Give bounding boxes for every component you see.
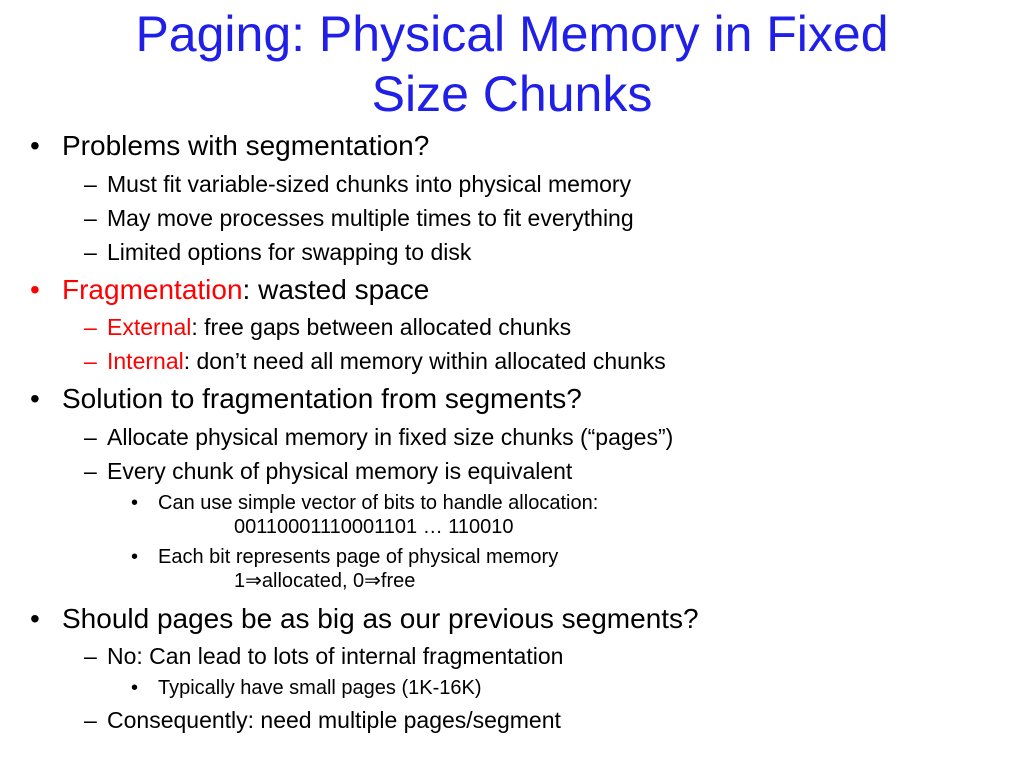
- sub-bullet-text: [107, 347, 666, 375]
- external-rest: : free gaps between allocated chunks: [191, 314, 572, 340]
- bullet-text: Solution to fragmentation from segments?: [62, 383, 582, 414]
- external-highlight: External: [107, 314, 192, 340]
- bullet-icon: •: [131, 677, 139, 699]
- bullet-icon: •: [131, 546, 139, 568]
- fragmentation-rest: : wasted space: [242, 274, 430, 305]
- bit-meaning: 1⇒allocated, 0⇒free: [234, 570, 416, 592]
- dash-icon: –: [84, 348, 97, 374]
- bullet-icon: •: [30, 383, 40, 414]
- sub-bullet-text: May move processes multiple times to fit everything: [107, 205, 634, 231]
- sub-bullet-text: Must fit variable-sized chunks into physical memory: [107, 171, 632, 197]
- fragmentation-highlight: Fragmentation: [62, 274, 243, 305]
- bit-vector-example: 00110001110001101 … 110010: [234, 516, 514, 538]
- bullet-icon: •: [30, 603, 40, 634]
- sub-bullet-text: No: Can lead to lots of internal fragmentation: [107, 643, 564, 669]
- sub-bullet-text: Allocate physical memory in fixed size chunks (“pages”): [107, 424, 674, 450]
- sub-sub-bullet-text: Can use simple vector of bits to handle allocation:: [158, 492, 599, 514]
- internal-rest: : don’t need all memory within allocated chunks: [183, 348, 666, 374]
- sub-sub-bullet-text: Typically have small pages (1K-16K): [158, 677, 482, 699]
- dash-icon: –: [84, 707, 97, 733]
- bullet-text: Should pages be as big as our previous segments?: [62, 603, 699, 634]
- sub-bullet-text: Every chunk of physical memory is equivalent: [107, 458, 573, 484]
- dash-icon: –: [84, 205, 97, 231]
- dash-icon: –: [84, 239, 97, 265]
- sub-bullet-text: Limited options for swapping to disk: [107, 239, 472, 265]
- dash-icon: –: [84, 643, 97, 669]
- internal-highlight: Internal: [107, 348, 184, 374]
- sub-bullet-text: Consequently: need multiple pages/segment: [107, 707, 561, 733]
- dash-icon: –: [84, 314, 97, 340]
- bullet-text: Problems with segmentation?: [62, 130, 430, 161]
- sub-bullet-text: [107, 313, 571, 341]
- dash-icon: –: [84, 458, 97, 484]
- bullet-text: [62, 274, 429, 306]
- dash-icon: –: [84, 424, 97, 450]
- bullet-icon: •: [30, 274, 40, 305]
- slide-title: [0, 4, 1024, 124]
- sub-sub-bullet-text: Each bit represents page of physical memory: [158, 546, 559, 568]
- bullet-icon: •: [30, 130, 40, 161]
- title-line-2: Size Chunks: [371, 66, 653, 122]
- dash-icon: –: [84, 171, 97, 197]
- bullet-icon: •: [131, 492, 139, 514]
- title-line-1: Paging: Physical Memory in Fixed: [135, 6, 889, 62]
